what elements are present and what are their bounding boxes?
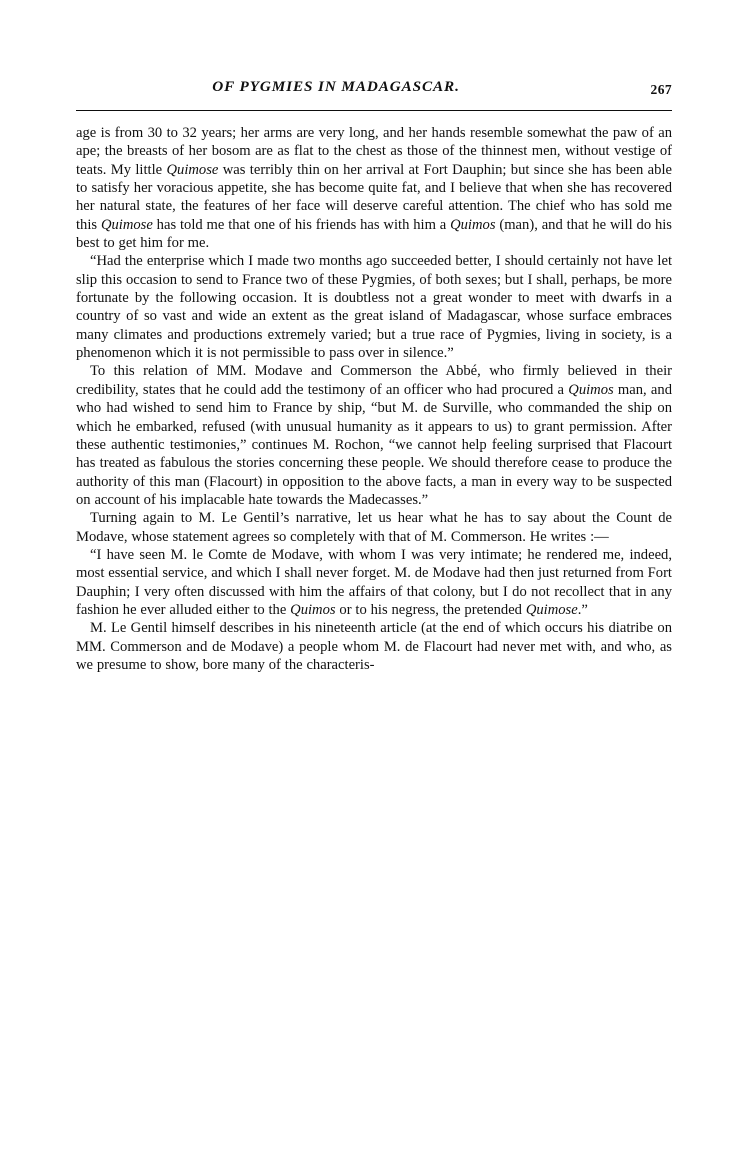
para-4 — [76, 509, 672, 546]
text-run: man, and who had wished to send him to France by ship, “but M. de Surville, who commanded the ship on which he embarked, refused (with unusual humanity as it appears to us) to grant permission. After these authentic testimonies,” continues M. Rochon, “we cannot help feeling surprised that Flacourt has treated as fabulous the stories concerning these people. We should therefore cease to produce the authority of this man (Flacourt) in opposition to the above facts, a man in every way to be suspected on account of his implacable hate towards the Madecasses.” — [76, 381, 673, 508]
text-run: (man), and that he will do his best to get him for me. — [76, 216, 672, 252]
text-run: age is from 30 to 32 years; her arms are very long, and her hands resemble somewhat the paw of an ape; the breasts of her bosom are as flat to the chest as those of the thinnest men, without vestige of teats. My little — [76, 125, 672, 178]
running-head — [76, 78, 672, 102]
italic-term: Quimos — [290, 601, 336, 618]
text-run: M. Le Gentil himself describes in his nineteenth article (at the end of which occurs his diatribe on MM. Commerson and de Modave) a people whom M. de Flacourt had never met with, and who, as we presume to show, bore many of the characteris- — [76, 620, 672, 673]
italic-term: Quimos — [568, 381, 614, 398]
para-1 — [76, 124, 672, 252]
body-text-block — [76, 124, 672, 674]
text-run: was terribly thin on her arrival at Fort Dauphin; but since she has been able to satisfy her voracious appetite, she has become quite fat, and I believe that when she has recovered her natural state, the features of her face will deserve careful attention. The chief who has sold me this — [76, 161, 672, 233]
header-rule — [76, 110, 672, 111]
para-5 — [76, 546, 672, 619]
para-2 — [76, 252, 672, 362]
para-6 — [76, 619, 672, 674]
running-head-title: OF PYGMIES IN MADAGASCAR. — [212, 78, 460, 95]
para-3 — [76, 362, 672, 509]
italic-term: Quimos — [450, 216, 496, 233]
italic-term: Quimose — [100, 216, 153, 233]
text-run: To this relation of MM. Modave and Commerson the Abbé, who firmly believed in their credibility, states that he could add the testimony of an officer who had procured a — [76, 363, 672, 398]
text-run: or to his negress, the pretended — [335, 601, 526, 618]
text-run: “I have seen M. le Comte de Modave, with whom I was very intimate; he rendered me, indeed, most essential service, and which I shall never forget. M. de Modave had then just returned from Fort Dauphin; I very often discussed with him the affairs of that colony, but I do not recollect that in any fashion he ever alluded either to the — [76, 546, 672, 618]
text-run: has told me that one of his friends has with him a — [152, 216, 451, 233]
text-run: Turning again to M. Le Gentil’s narrative, let us hear what he has to say about the Count de Modave, whose statement agrees so completely with that of M. Commerson. He writes :— — [76, 510, 672, 545]
text-run: “Had the enterprise which I made two months ago succeeded better, I should certainly not have let slip this occasion to send to France two of these Pygmies, of both sexes; but I shall, perhaps, be more fortunate by the following occasion. It is doubtless not a great wonder to meet with dwarfs in a country of so vast and wide an extent as the great island of Madagascar, whose surface embraces many climates and productions extremely varied; but a true race of Pygmies, living in society, is a phenomenon which it is not permissible to pass over in silence.” — [76, 253, 672, 362]
text-run: .” — [577, 601, 588, 618]
italic-term: Quimose — [166, 161, 219, 178]
italic-term: Quimose — [525, 601, 578, 618]
page-number: 267 — [650, 82, 672, 97]
